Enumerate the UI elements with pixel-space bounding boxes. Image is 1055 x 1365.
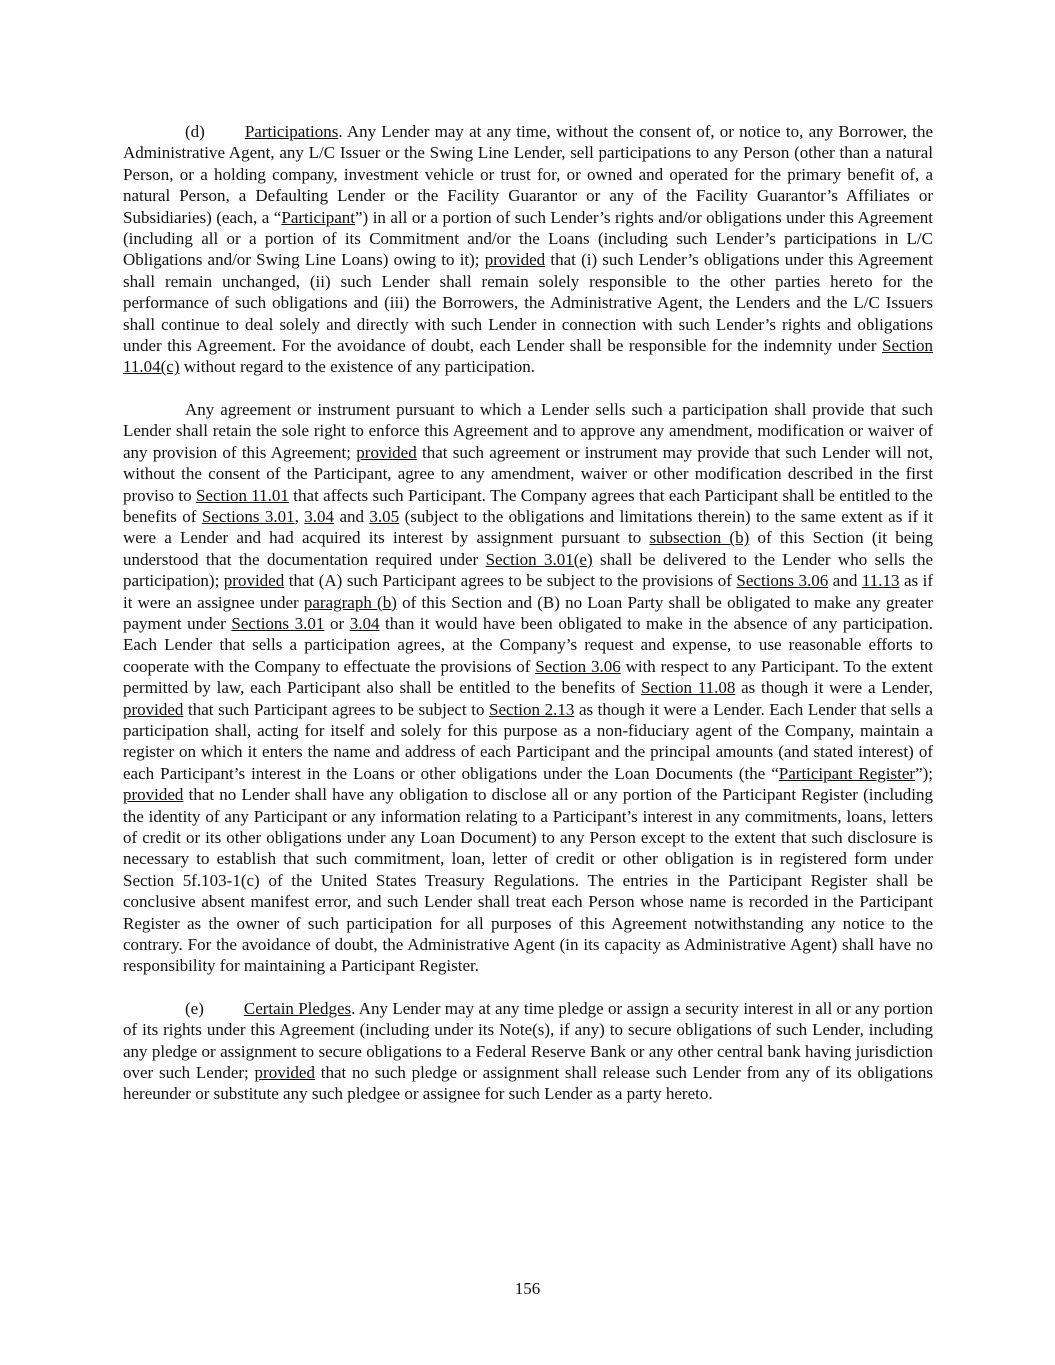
- text-segment: than it would have been obligated to make in the absence of any participation. Each Lender that sells a participation agrees, at the Company’s request and expense, to use reasonable efforts to cooperate with the Company to effectuate the provisions of: [123, 613, 934, 676]
- text-segment: . Any Lender may at any time, without the consent of, or notice to, any Borrower, the Administrative Agent, any L/C Issuer or the Swing Line Lender, sell participations to any Person (other than a natural Person, or a holding company, investment vehicle or trust for, or owned and operated for the primary benefit of, a natural Person, a Defaulting Lender or the Facility Guarantor or any of the Facility Guarantor’s Affiliates or Subsidiaries) (each, a “: [123, 122, 933, 227]
- underlined-term: provided: [356, 442, 417, 462]
- underlined-term: 11.13: [861, 571, 900, 591]
- text-segment: . Any Lender may at any time pledge or assign a security interest in all or any portion of its rights under this Agreement (including under its Note(s), if any) to secure obligations of such Lender, including any pledge or assignment to secure obligations to a Federal Reserve Bank or any other central bank having jurisdiction over such Lender;: [123, 998, 933, 1083]
- underlined-term: provided: [484, 250, 546, 270]
- underlined-term: Sections 3.01: [201, 506, 295, 526]
- underlined-term: Participant: [281, 207, 356, 227]
- text-segment: that (A) such Participant agrees to be subject to the provisions of: [284, 571, 737, 591]
- text-segment: as if it were an assignee under: [123, 571, 933, 612]
- text-segment: as though it were a Lender. Each Lender that sells a participation shall, acting for itself and solely for this purpose as a non-fiduciary agent of the Company, maintain a register on which it enters the name and address of each Participant and the principal amounts (and stated interest) of each Participant’s interest in the Loans or other obligations under the Loan Documents (the “: [123, 699, 933, 783]
- text-segment: with respect to any Participant. To the extent permitted by law, each Participant also shall be entitled to the benefits of: [123, 656, 933, 698]
- underlined-term: Section 11.08: [640, 678, 736, 698]
- text-segment: Any agreement or instrument pursuant to which a Lender sells such a participation shall provide that such Lender shall retain the sole right to enforce this Agreement and to approve any amendment, modification or waiver of any provision of this Agreement;: [123, 399, 933, 462]
- text-segment: shall be delivered to the Lender who sells the participation);: [123, 549, 934, 591]
- underlined-term: paragraph (b): [303, 592, 397, 612]
- text-segment: as though it were a Lender,: [735, 678, 933, 698]
- text-segment: of this Section (it being understood that the documentation required under: [123, 528, 934, 569]
- underlined-term: Participations: [244, 122, 339, 141]
- underlined-term: provided: [223, 571, 285, 591]
- text-segment: without regard to the existence of any participation.: [179, 357, 535, 377]
- underlined-term: provided: [123, 699, 184, 719]
- text-segment: or: [324, 613, 350, 633]
- underlined-term: provided: [254, 1063, 315, 1083]
- underlined-term: Section 11.04(c): [123, 336, 933, 377]
- underlined-term: 3.04: [349, 613, 380, 633]
- underlined-term: Section 11.01: [195, 485, 289, 505]
- paragraph: [123, 399, 933, 977]
- underlined-term: Section 2.13: [489, 699, 575, 719]
- text-segment: ”);: [915, 763, 933, 783]
- document-body: [123, 121, 933, 1105]
- underlined-term: subsection (b): [649, 528, 750, 548]
- text-segment: of this Section and (B) no Loan Party shall be obligated to make any greater payment under: [123, 592, 933, 633]
- underlined-term: 3.04: [304, 506, 335, 526]
- underlined-term: Sections 3.01: [231, 613, 325, 633]
- underlined-term: Sections 3.06: [736, 571, 829, 591]
- text-segment: ,: [294, 506, 305, 526]
- underlined-term: Section 3.06: [535, 656, 621, 676]
- text-segment: that no Lender shall have any obligation to disclose all or any portion of the Participant Register (including the identity of any Participant or any information relating to a Participant’s interest in any commitments, loans, letters of credit or its other obligations under any Loan Document) to any Person except to the extent that such disclosure is necessary to establish that such commitment, loan, letter of credit or other obligation is in registered form under Section 5f.103-1(c) of the United States Treasury Regulations. The entries in the Participant Register shall be conclusive absent manifest error, and such Lender shall treat each Person whose name is recorded in the Participant Register as the owner of such participation for all purposes of this Agreement notwithstanding any notice to the contrary. For the avoidance of doubt, the Administrative Agent (in its capacity as Administrative Agent) shall have no responsibility for maintaining a Participant Register.: [123, 785, 933, 976]
- text-segment: and: [828, 571, 862, 591]
- text-segment: (subject to the obligations and limitations therein) to the same extent as if it were a Lender and had acquired its interest by assignment pursuant to: [123, 506, 934, 548]
- paragraph: [123, 998, 933, 1105]
- paragraph: [123, 121, 933, 378]
- text-segment: and: [334, 506, 370, 526]
- text-segment: that such agreement or instrument may provide that such Lender will not, without the consent of the Participant, agree to any amendment, waiver or other modification described in the first proviso to: [123, 442, 933, 505]
- underlined-term: Participant Register: [778, 763, 916, 783]
- text-segment: ”) in all or a portion of such Lender’s rights and/or obligations under this Agreement (including all or a portion of its Commitment and/or the Loans (including such Lender’s participations in L/C Obligations and/or Swing Line Loans) owing to it);: [123, 207, 933, 270]
- underlined-term: Certain Pledges: [243, 998, 352, 1018]
- text-segment: that no such pledge or assignment shall release such Lender from any of its obligations hereunder or substitute any such pledgee or assignee for such Lender as a party hereto.: [123, 1063, 934, 1104]
- underlined-term: Section 3.01(e): [485, 549, 593, 569]
- paragraph-label: (d): [185, 122, 205, 141]
- text-segment: that (i) such Lender’s obligations under this Agreement shall remain unchanged, (ii) such Lender shall remain solely responsible to the other parties hereto for the performance of such obligations and (iii) the Borrowers, the Administrative Agent, the Lenders and the L/C Issuers shall continue to deal solely and directly with such Lender in connection with such Lender’s rights and obligations under this Agreement. For the avoidance of doubt, each Lender shall be responsible for the indemnity under: [123, 250, 933, 356]
- paragraph-label: (e): [185, 998, 204, 1018]
- text-segment: that affects such Participant. The Company agrees that each Participant shall be entitled to the benefits of: [123, 485, 933, 526]
- underlined-term: 3.05: [369, 506, 400, 526]
- page-number: 156: [514, 1279, 541, 1298]
- text-segment: that such Participant agrees to be subject to: [183, 699, 490, 719]
- underlined-term: provided: [123, 785, 184, 805]
